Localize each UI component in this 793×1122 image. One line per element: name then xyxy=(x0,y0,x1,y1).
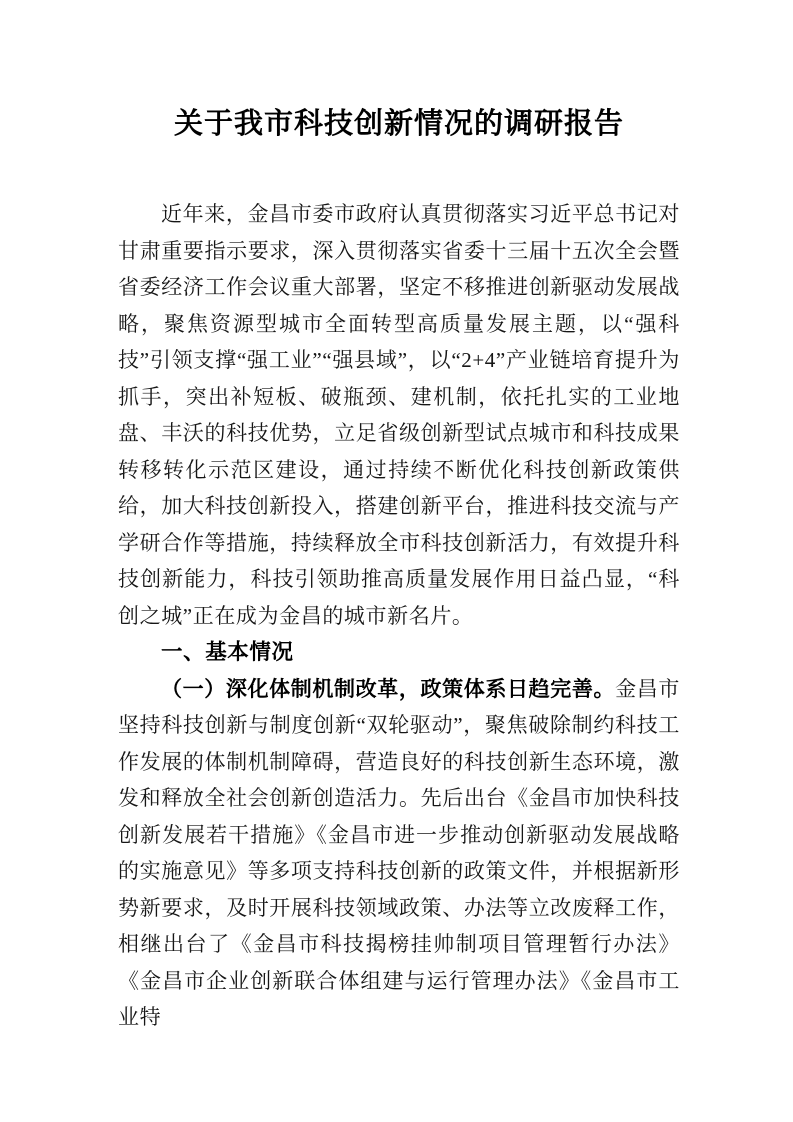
subsection-1-1-lead: （一）深化体制机制改革，政策体系日趋完善。 xyxy=(161,676,616,701)
paragraph-intro: 近年来，金昌市委市政府认真贯彻落实习近平总书记对甘肃重要指示要求，深入贯彻落实省委十三届十五次全会暨省委经济工作会议重大部署，坚定不移推进创新驱动发展战略，聚焦资源型城市全面转型高质量发展主题，以“强科技”引领支撑“强工业”“强县域”，以“2+4”产业链培育提升为抓手，突出补短板、破瓶颈、建机制，依托扎实的工业地盘、丰沃的科技优势，立足省级创新型试点城市和科技成果转移转化示范区建设，通过持续不断优化科技创新政策供给，加大科技创新投入，搭建创新平台，推进科技交流与产学研合作等措施，持续释放全市科技创新活力，有效提升科技创新能力，科技引领助推高质量发展作用日益凸显，“科创之城”正在成为金昌的城市新名片。 xyxy=(118,202,680,628)
paragraph-section-1-1 xyxy=(118,671,680,1036)
section-heading-1: 一、基本情况 xyxy=(161,640,294,664)
subsection-1-1-text: 金昌市坚持科技创新与制度创新“双轮驱动”，聚焦破除制约科技工作发展的体制机制障碍，营造良好的科技创新生态环境，激发和释放全社会创新创造活力。先后出台《金昌市加快科技创新发展若干措施》《金昌市进一步推动创新驱动发展战略的实施意见》等多项支持科技创新的政策文件，并根据新形势新要求，及时开展科技领域政策、办法等立改废释工作，相继出台了《金昌市科技揭榜挂帅制项目管理暂行办法》《金昌市企业创新联合体组建与运行管理办法》《金昌市工业特 xyxy=(118,676,680,1029)
document-title: 关于我市科技创新情况的调研报告 xyxy=(173,108,624,140)
